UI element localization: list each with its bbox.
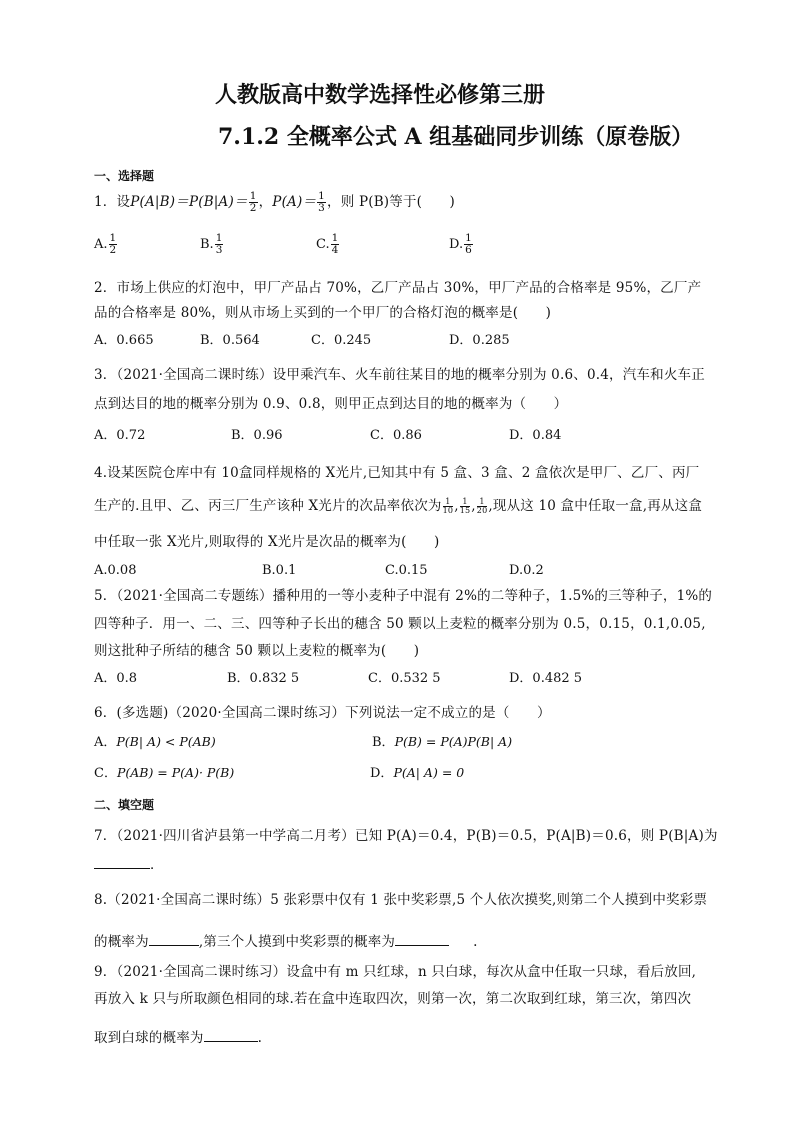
q1-tail: ，则 P(B)等于( ) [327, 194, 456, 210]
section-heading-fill: 二、填空题 [94, 798, 155, 812]
title-line-2: 7.1.2 全概率公式 A 组基础同步训练（原卷版） [218, 124, 694, 150]
q6-line-1: 6．(多选题)（2020·全国高二课时练习）下列说法一定不成立的是（ ） [94, 705, 551, 721]
q4-line-2: 生产的.且甲、乙、丙三厂生产该种 X光片的次品率依次为 $\frac{1}{10}$ , $\frac{1}{15}$ , $\frac{1}{20}$ ,现从这 10 盒中任取一盒,再从这盒 [94, 497, 703, 515]
q8-line-1: 8.（2021·全国高二课时练）5 张彩票中仅有 1 张中奖彩票,5 个人依次摸奖,则第二个人摸到中奖彩票 [94, 892, 708, 908]
q3-option-a: A．0.72 [94, 428, 146, 443]
q2-line-1: 2．市场上供应的灯泡中，甲厂产品占 70%，乙厂产品占 30%，甲厂产品的合格率是 95%，乙厂产 [94, 280, 702, 296]
q5-option-a: A．0.8 [94, 671, 138, 686]
q1-expr-a: P(A|B)＝P(B|A)＝ [130, 194, 248, 210]
q3-line-1: 3．（2021·全国高二课时练）设甲乘汽车、火车前往某目的地的概率分别为 0.6、0.4，汽车和火车正 [94, 367, 705, 383]
q1-option-b: B. $\frac{1}{3}$ [200, 232, 223, 256]
q1-number: 1．设 [94, 194, 131, 210]
q2-option-c: C．0.245 [311, 333, 372, 348]
title-line-1: 人教版高中数学选择性必修第三册 [215, 82, 546, 108]
q4-fraction-3: $\frac{1}{20}$ [476, 497, 488, 515]
q5-option-b: B．0.832 5 [227, 671, 300, 686]
q4-option-a: A.0.08 [94, 563, 137, 578]
q7-line-2: ． [94, 853, 164, 873]
question-1: 1．设P(A|B)＝P(B|A)＝ $\frac{1}{2}$ ，P(A)＝ $\frac{1}{3}$ ，则 P(B)等于( ) [94, 190, 456, 214]
q3-option-b: B．0.96 [231, 428, 283, 443]
q6-option-b: B．P(B) = P(A)P(B| A) [372, 734, 513, 750]
q4-option-b: B.0.1 [262, 563, 297, 578]
q5-option-c: C．0.532 5 [368, 671, 441, 686]
q4-option-d: D.0.2 [509, 563, 544, 578]
q8-line-2: 的概率为 ,第三个人摸到中奖彩票的概率为 . [94, 934, 478, 950]
q1-option-c: C. $\frac{1}{4}$ [316, 232, 339, 256]
q1-fraction-1: $\frac{1}{2}$ [249, 190, 257, 214]
q8-answer-blank-1[interactable] [149, 933, 199, 946]
q4-fraction-2: $\frac{1}{15}$ [459, 497, 471, 515]
q6-option-a: A．P(B| A) < P(AB) [94, 734, 216, 750]
q1-option-a: A. $\frac{1}{2}$ [94, 232, 117, 256]
q5-line-3: 则这批种子所结的穗含 50 颗以上麦粒的概率为( ) [94, 643, 420, 659]
q7-answer-blank[interactable] [94, 856, 150, 869]
q4-fraction-1: $\frac{1}{10}$ [442, 497, 454, 515]
section-heading-choice: 一、选择题 [94, 169, 155, 183]
q4-line-3: 中任取一张 X光片,则取得的 X光片是次品的概率为( ) [94, 534, 440, 550]
q2-line-2: 品的合格率是 80%，则从市场上买到的一个甲厂的合格灯泡的概率是( ) [94, 305, 552, 321]
q4-line-1: 4.设某医院仓库中有 10盒同样规格的 X光片,已知其中有 5 盒、3 盒、2 盒依次是甲厂、乙厂、丙厂 [94, 465, 700, 481]
q3-line-2: 点到达目的地的概率分别为 0.9、0.8，则甲正点到达目的地的概率为（ ） [94, 396, 568, 412]
q3-option-c: C．0.86 [370, 428, 422, 443]
q3-option-d: D．0.84 [509, 428, 562, 443]
q6-option-c: C．P(AB) = P(A)· P(B) [94, 765, 235, 781]
q1-option-d: D. $\frac{1}{6}$ [449, 232, 472, 256]
q2-option-b: B．0.564 [200, 333, 260, 348]
q4-option-c: C.0.15 [385, 563, 428, 578]
q5-option-d: D．0.482 5 [509, 671, 583, 686]
q6-option-d: D．P(A| A) = 0 [370, 765, 465, 781]
q5-line-2: 四等种子．用一、二、三、四等种子长出的穗含 50 颗以上麦粒的概率分别为 0.5，0.15，0.1,0.05, [94, 616, 706, 632]
q2-option-a: A．0.665 [94, 333, 154, 348]
q1-expr-b: P(A)＝ [272, 194, 317, 210]
q2-option-d: D．0.285 [449, 333, 510, 348]
q9-line-2: 再放入 k 只与所取颜色相同的球.若在盒中连取四次，则第一次，第二次取到红球，第三次，第四次 [94, 991, 692, 1007]
q8-answer-blank-2[interactable] [395, 933, 449, 946]
q1-fraction-2: $\frac{1}{3}$ [318, 190, 326, 214]
q9-line-1: 9．（2021·全国高二课时练习）设盒中有 m 只红球，n 只白球，每次从盒中任取一只球，看后放回, [94, 964, 697, 980]
q9-answer-blank[interactable] [204, 1029, 258, 1042]
q9-line-3: 取到白球的概率为 . [94, 1030, 263, 1046]
q7-line-1: 7．（2021·四川省泸县第一中学高二月考）已知 P(A)＝0.4，P(B)＝0.5，P(A|B)＝0.6，则 P(B|A)为 [94, 828, 718, 844]
q5-line-1: 5．（2021·全国高二专题练）播种用的一等小麦种子中混有 2%的二等种子，1.5%的三等种子，1%的 [94, 588, 713, 604]
